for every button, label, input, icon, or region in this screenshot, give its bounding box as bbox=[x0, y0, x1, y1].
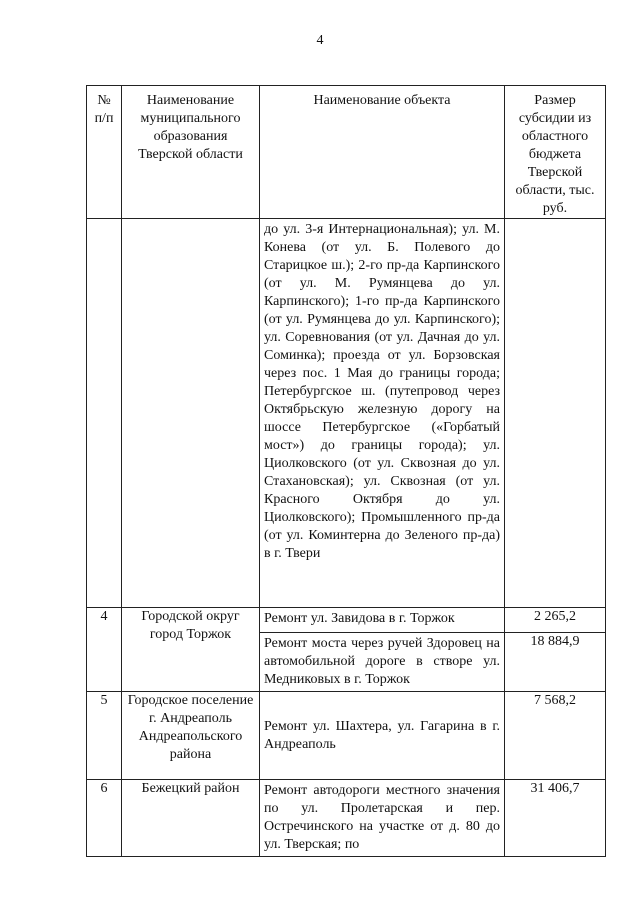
amount-cell: 2 265,2 bbox=[505, 608, 606, 633]
amount-cell: 7 568,2 bbox=[505, 692, 606, 780]
object-cell: Ремонт ул. Шахтера, ул. Гагарина в г. Андреаполь bbox=[260, 692, 505, 780]
page-number: 4 bbox=[316, 33, 324, 48]
object-cell: Ремонт ул. Завидова в г. Торжок bbox=[260, 608, 505, 633]
num-cell: 5 bbox=[87, 692, 122, 780]
num-cell bbox=[87, 219, 122, 608]
municipality-cell: Бежецкий район bbox=[122, 780, 260, 857]
municipality-cell: Городское поселение г. Андреаполь Андреапольского района bbox=[122, 692, 260, 780]
table-row bbox=[87, 692, 606, 780]
num-cell: 4 bbox=[87, 608, 122, 692]
header-municipality: Наименование муниципального образования Тверской области bbox=[122, 86, 260, 219]
amount-cell: 31 406,7 bbox=[505, 780, 606, 857]
table-row bbox=[87, 780, 606, 857]
header-num: № п/п bbox=[87, 86, 122, 219]
table-header-row bbox=[87, 86, 606, 219]
table-row bbox=[87, 219, 606, 608]
num-cell: 6 bbox=[87, 780, 122, 857]
municipality-cell: Городской округ город Торжок bbox=[122, 608, 260, 692]
subsidy-table bbox=[86, 85, 606, 857]
object-cell: до ул. 3-я Интернациональная); ул. М. Конева (от ул. Б. Полевого до Старицкое ш.); 2-го пр-да Карпинского (от ул. М. Румянцева до ул. Карпинского); 1-го пр-да Карпинского (от ул. Румянцева до ул. Карпинского); ул. Соревнования (от ул. Дачная до ул. Соминка); проезда от ул. Борзовская через пос. 1 Мая до границы города; Петербургское ш. (путепровод через Октябрьскую железную дорогу на шоссе Петербургское («Горбатый мост») до границы города); ул. Циолковского (от ул. Сквозная до ул. Стахановская); ул. Сквозная (от ул. Красного Октября до ул. Циолковского); Промышленного пр-да (от ул. Коминтерна до Зеленого пр-да) в г. Твери bbox=[260, 219, 505, 608]
table-row bbox=[87, 608, 606, 633]
object-cell: Ремонт моста через ручей Здоровец на автомобильной дороге в створе ул. Медниковых в г. Торжок bbox=[260, 633, 505, 692]
header-subsidy: Размер субсидии из областного бюджета Тверской области, тыс. руб. bbox=[505, 86, 606, 219]
header-object: Наименование объекта bbox=[260, 86, 505, 219]
object-cell: Ремонт автодороги местного значения по ул. Пролетарская и пер. Остречинского на участке от д. 80 до ул. Тверская; по bbox=[260, 780, 505, 857]
amount-cell: 18 884,9 bbox=[505, 633, 606, 692]
amount-cell bbox=[505, 219, 606, 608]
municipality-cell bbox=[122, 219, 260, 608]
